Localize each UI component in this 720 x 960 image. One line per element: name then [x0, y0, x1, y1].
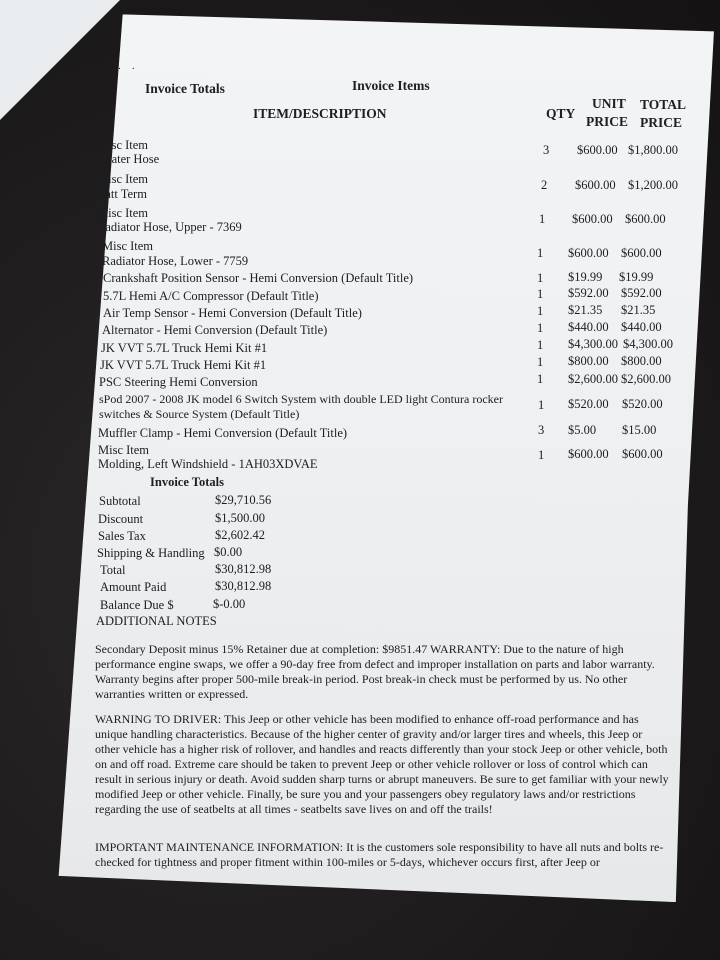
totals-label: Subtotal [99, 494, 141, 508]
item-unit-price: $5.00 [568, 423, 597, 437]
item-line1: JK VVT 5.7L Truck Hemi Kit #1 [100, 358, 267, 372]
item-unit-price: $4,300.00 [568, 337, 618, 351]
totals-label: Balance Due $ [100, 598, 174, 612]
item-qty: 1 [538, 448, 545, 462]
col-unit-price-1: UNIT [592, 96, 626, 111]
item-total-price: $800.00 [621, 354, 662, 368]
notes-warranty: Secondary Deposit minus 15% Retainer due at completion: $9851.47 WARRANTY: Due to the nature of high performance engine swaps, we offer a 90-day free from defect and improper installation on parts and labor warranty. Warranty begins after proper 500-mile break-in period. Post break-in check must be performed by us. No other warranties written or expressed. [95, 642, 655, 701]
item-qty: 1 [537, 355, 544, 369]
item-line1: PSC Steering Hemi Conversion [99, 375, 258, 389]
item-qty: 3 [538, 423, 545, 437]
col-total-price-1: TOTAL [640, 97, 687, 112]
item-qty: 1 [537, 304, 544, 318]
item-qty: 1 [537, 271, 544, 285]
item-line1: JK VVT 5.7L Truck Hemi Kit #1 [101, 341, 268, 355]
item-total-price: $4,300.00 [623, 337, 673, 351]
totals-label: Shipping & Handling [97, 546, 205, 560]
item-qty: 1 [539, 212, 546, 226]
item-qty: 1 [537, 287, 544, 301]
item-total-price: $19.99 [619, 270, 654, 284]
totals-value: $29,710.56 [215, 493, 272, 507]
item-total-price: $520.00 [622, 397, 663, 411]
additional-notes-title: ADDITIONAL NOTES [96, 614, 217, 628]
item-qty: 2 [541, 178, 548, 192]
totals-value: $0.00 [214, 545, 243, 559]
item-unit-price: $19.99 [568, 270, 603, 284]
notes-warning: WARNING TO DRIVER: This Jeep or other vehicle has been modified to enhance off-road performance and has unique handling characteristics. Because of the higher center of gravity and/or larger tires and wheels, this Jeep or other vehicle has a higher risk of rollover, and handles and reacts differently than your stock Jeep or other vehicle, both on and off road. Extreme care should be taken to prevent Jeep or other vehicle rollover or loss of control which can result in serious injury or death. Avoid sudden sharp turns or abrupt maneuvers. Be sure to get familiar with your newly modified Jeep or other vehicle. Finally, be sure you and your passengers obey regulatory laws and/or restrictions regarding the use of seatbelts at all times - seatbelts save lives on and off the trails! [95, 712, 669, 816]
item-unit-price: $520.00 [568, 397, 609, 411]
item-line2: switches & Source System (Default Title) [99, 407, 300, 421]
totals-title: Invoice Totals [150, 475, 224, 489]
item-total-price: $600.00 [625, 212, 666, 226]
item-unit-price: $600.00 [572, 212, 613, 226]
col-total-price-2: PRICE [640, 115, 683, 130]
item-line2: Heater Hose [97, 152, 160, 166]
item-line1: Misc Item [102, 239, 154, 253]
item-total-price: $1,200.00 [628, 178, 678, 192]
item-qty: 1 [537, 246, 544, 260]
item-unit-price: $600.00 [575, 178, 616, 192]
item-line1: Misc Item [97, 206, 149, 220]
col-item-description: ITEM/DESCRIPTION [253, 106, 387, 121]
item-line1: Muffler Clamp - Hemi Conversion (Default Title) [98, 426, 348, 440]
item-qty: 3 [543, 143, 550, 157]
item-unit-price: $21.35 [568, 303, 603, 317]
item-line2: Radiator Hose, Upper - 7369 [97, 220, 242, 234]
item-line1: Misc Item [98, 443, 150, 457]
item-total-price: $440.00 [621, 320, 662, 334]
item-total-price: $2,600.00 [621, 372, 671, 386]
item-total-price: $21.35 [621, 303, 656, 317]
notes-maintenance: IMPORTANT MAINTENANCE INFORMATION: It is the customers sole responsibility to have all nuts and bolts re-checked for tightness and proper fitment within 100-miles or 5-days, whichever occurs first, after Jeep or [95, 840, 664, 869]
item-unit-price: $600.00 [568, 246, 609, 260]
item-unit-price: $592.00 [568, 286, 609, 300]
item-line1: Crankshaft Position Sensor - Hemi Conversion (Default Title) [103, 271, 414, 285]
col-unit-price-2: PRICE [586, 114, 629, 129]
item-total-price: $15.00 [622, 423, 657, 437]
item-unit-price: $2,600.00 [568, 372, 618, 386]
totals-value: $30,812.98 [215, 562, 272, 576]
item-line1: Misc Item [97, 172, 149, 186]
totals-value: $1,500.00 [215, 511, 265, 525]
item-unit-price: $600.00 [577, 143, 618, 157]
invoice-totals-heading: Invoice Totals [145, 81, 225, 96]
item-unit-price: $440.00 [568, 320, 609, 334]
totals-value: $-0.00 [213, 597, 246, 611]
item-line1: 5.7L Hemi A/C Compressor (Default Title) [103, 289, 319, 303]
item-line1: Alternator - Hemi Conversion (Default Title) [102, 323, 328, 337]
totals-label: Discount [98, 512, 144, 526]
item-line1: Air Temp Sensor - Hemi Conversion (Default Title) [103, 306, 362, 320]
item-line2: Molding, Left Windshield - 1AH03XDVAE [98, 457, 318, 471]
totals-value: $30,812.98 [215, 579, 272, 593]
item-line2: Batt Term [97, 187, 147, 201]
item-qty: 1 [538, 398, 545, 412]
item-total-price: $1,800.00 [628, 143, 678, 157]
item-total-price: $600.00 [622, 447, 663, 461]
totals-label: Sales Tax [98, 529, 146, 543]
item-qty: 1 [537, 372, 544, 386]
item-line2: Radiator Hose, Lower - 7759 [102, 254, 249, 268]
invoice-items-heading: Invoice Items [352, 78, 430, 93]
item-unit-price: $600.00 [568, 447, 609, 461]
printer-dots: · · · [104, 64, 139, 75]
item-total-price: $600.00 [621, 246, 662, 260]
item-line1: sPod 2007 - 2008 JK model 6 Switch System with double LED light Contura rocker [99, 392, 503, 406]
item-line1: Misc Item [97, 138, 149, 152]
item-unit-price: $800.00 [568, 354, 609, 368]
item-qty: 1 [537, 321, 544, 335]
item-qty: 1 [537, 338, 544, 352]
totals-label: Total [100, 563, 126, 577]
totals-label: Amount Paid [100, 580, 167, 594]
col-qty: QTY [546, 106, 576, 121]
totals-value: $2,602.42 [215, 528, 265, 542]
item-total-price: $592.00 [621, 286, 662, 300]
